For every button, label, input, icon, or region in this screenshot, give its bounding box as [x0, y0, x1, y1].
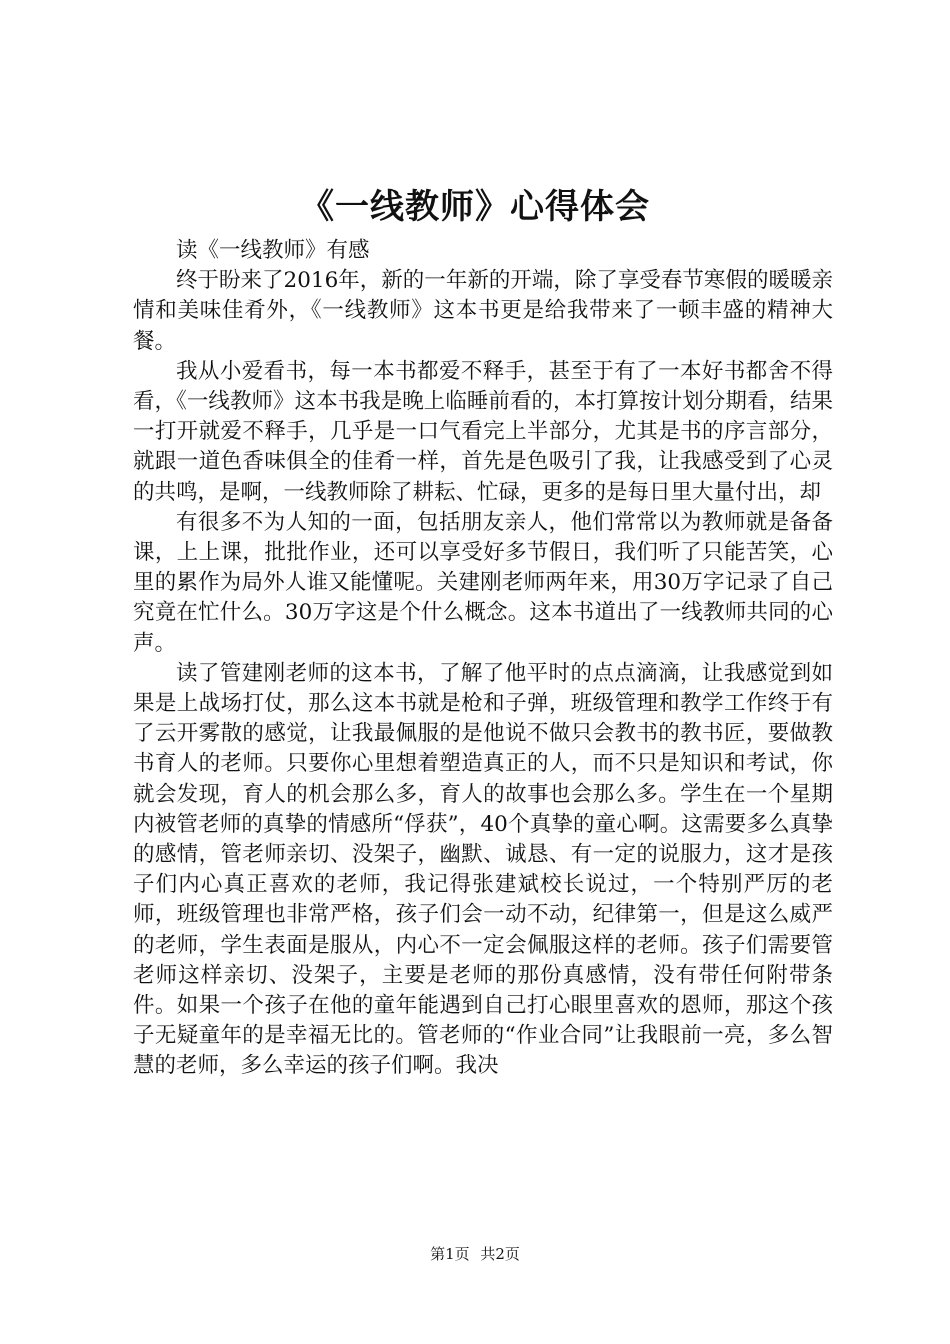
page-footer [0, 1244, 950, 1264]
body-paragraph: 读了管建刚老师的这本书，了解了他平时的点点滴滴，让我感觉到如果是上战场打仗，那么这本书就是枪和子弹，班级管理和教学工作终于有了云开雾散的感觉，让我最佩服的是他说不做只会教书的教书匠，要做教书育人的老师。只要你心里想着塑造真正的人，而不只是知识和考试，你就会发现，育人的机会那么多，育人的故事也会那么多。学生在一个星期内被管老师的真挚的情感所“俘获”，40个真挚的童心啊。这需要多么真挚的感情，管老师亲切、没架子，幽默、诚恳、有一定的说服力，这才是孩子们内心真正喜欢的老师，我记得张建斌校长说过，一个特别严厉的老师，班级管理也非常严格，孩子们会一动不动，纪律第一，但是这么威严的老师，学生表面是服从，内心不一定会佩服这样的老师。孩子们需要管老师这样亲切、没架子，主要是老师的那份真感情，没有带任何附带条件。如果一个孩子在他的童年能遇到自己打心眼里喜欢的恩师，那这个孩子无疑童年的是幸福无比的。管老师的“作业合同”让我眼前一亮，多么智慧的老师，多么幸运的孩子们啊。我决 [133, 660, 833, 1079]
body-paragraph: 我从小爱看书，每一本书都爱不释手，甚至于有了一本好书都舍不得看，《一线教师》这本书我是晚上临睡前看的，本打算按计划分期看，结果一打开就爱不释手，几乎是一口气看完上半部分，尤其是书的序言部分，就跟一道色香味俱全的佳肴一样，首先是色吸引了我，让我感受到了心灵的共鸣，是啊，一线教师除了耕耘、忙碌，更多的是每日里大量付出，却 [133, 358, 833, 505]
page-title: 《一线教师》心得体会 [300, 187, 650, 227]
body-paragraph: 有很多不为人知的一面，包括朋友亲人，他们常常以为教师就是备备课，上上课，批批作业，还可以享受好多节假日，我们听了只能苦笑，心里的累作为局外人谁又能懂呢。关建刚老师两年来，用30万字记录了自己究竟在忙什么。30万字这是个什么概念。这本书道出了一线教师共同的心声。 [133, 509, 833, 656]
page-number: 第1页 [430, 1245, 470, 1263]
body-paragraph: 终于盼来了2016年，新的一年新的开端，除了享受春节寒假的暖暖亲情和美味佳肴外，《一线教师》这本书更是给我带来了一顿丰盛的精神大餐。 [133, 268, 833, 354]
subtitle-paragraph: 读《一线教师》有感 [176, 238, 370, 263]
page-total: 共2页 [480, 1245, 520, 1263]
document-body [133, 236, 833, 1082]
